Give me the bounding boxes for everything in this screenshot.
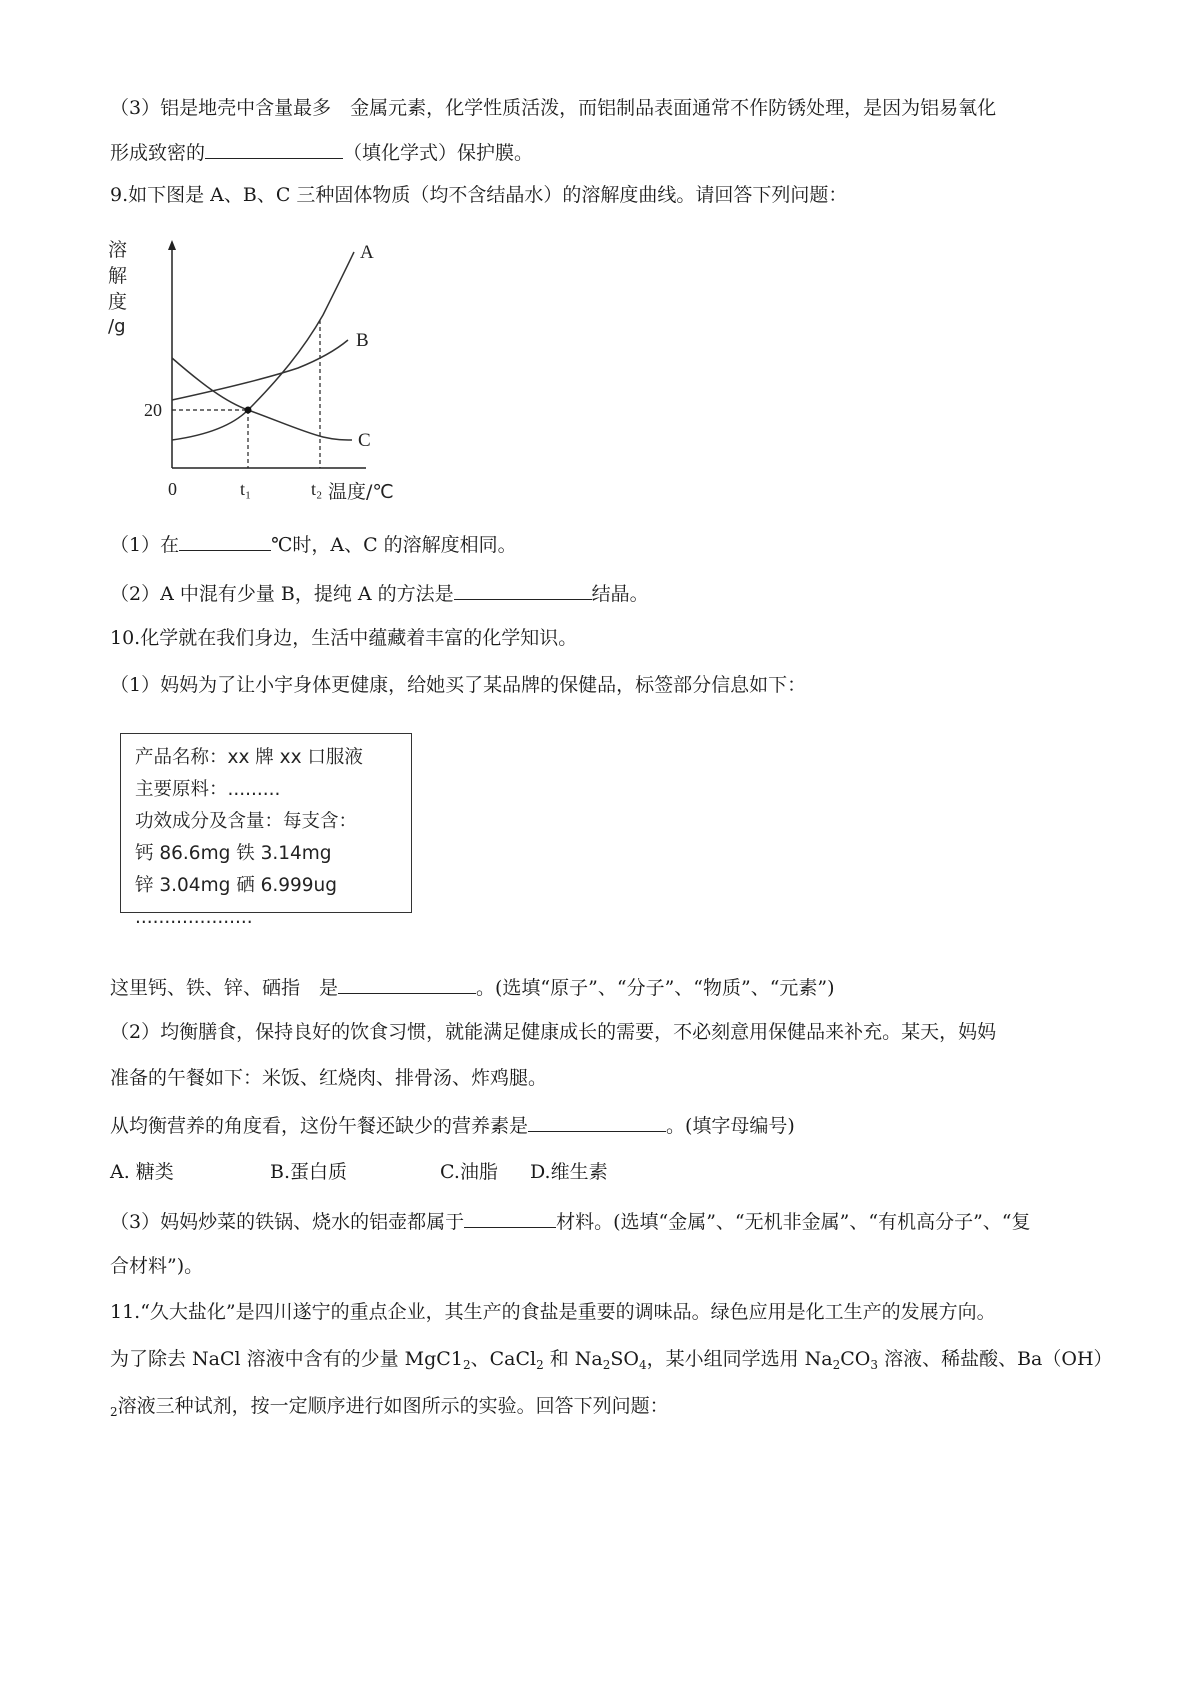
intersection-point — [245, 407, 252, 414]
q10-sub2-question — [110, 1112, 795, 1138]
q8-sub3-line2 — [110, 139, 533, 165]
solubility-svg — [108, 240, 428, 510]
q11-sub-4: 4 — [638, 1358, 647, 1372]
label-row-ingredients: 主要原料：......... — [135, 779, 281, 800]
q11-line3 — [110, 1394, 669, 1418]
q10-sub1-question — [110, 974, 835, 1000]
q11-sub-2a: 2 — [462, 1358, 471, 1372]
q10-stem: 10.化学就在我们身边，生活中蕴藏着丰富的化学知识。 — [110, 627, 578, 649]
option-c[interactable]: C.油脂 — [440, 1161, 498, 1183]
q11-line2 — [110, 1347, 1113, 1371]
q11-text-a: 为了除去 NaCl 溶液中含有的少量 MgC1 — [110, 1348, 463, 1370]
option-a[interactable]: A. 糖类 — [110, 1161, 174, 1183]
q8-answer-blank[interactable] — [205, 139, 343, 159]
q10-sub2-pre: 从均衡营养的角度看，这份午餐还缺少的营养素是 — [110, 1115, 529, 1137]
q9-stem: 9.如下图是 A、B、C 三种固体物质（均不含结晶水）的溶解度曲线。请回答下列问题： — [110, 184, 848, 206]
q11-sub-3: 3 — [870, 1358, 879, 1372]
q10-sub3-post: 材料。(选填“金属”、“无机非金属”、“有机高分子”、“复 — [556, 1211, 1031, 1233]
q10-sub1-post: 。(选填“原子”、“分子”、“物质”、“元素”) — [476, 977, 835, 999]
q9-sub2-post: 结晶。 — [591, 583, 649, 605]
curve-label-c: C — [358, 430, 371, 451]
q11-sub-line3: 2 — [110, 1405, 118, 1419]
ylabel-char-1: 溶 — [108, 239, 128, 261]
q10-sub3-line1 — [110, 1208, 1031, 1234]
q10-sub2-line1: （2）均衡膳食，保持良好的饮食习惯，就能满足健康成长的需要，不必刻意用保健品来补充。某天，妈妈 — [110, 1021, 997, 1043]
y-axis-arrow — [168, 240, 176, 250]
q10-sub1-blank[interactable] — [338, 974, 476, 994]
q11-line1: 11.“久大盐化”是四川遂宁的重点企业，其生产的食盐是重要的调味品。绿色应用是化工生产的发展方向。 — [110, 1301, 996, 1323]
q9-sub1-blank[interactable] — [179, 531, 271, 551]
supplement-label-box — [120, 733, 412, 928]
curve-a — [172, 252, 354, 440]
q11-text-g: 溶液、稀盐酸、Ba（OH） — [878, 1348, 1113, 1370]
option-d[interactable]: D.维生素 — [530, 1161, 608, 1183]
x-axis-label: 温度/℃ — [328, 481, 394, 503]
q10-sub2-post: 。(填字母编号) — [666, 1115, 795, 1137]
q8-text-pre: 形成致密的 — [110, 142, 206, 164]
tick-20: 20 — [144, 400, 162, 420]
q10-sub2-blank[interactable] — [528, 1112, 666, 1132]
q9-sub2-blank[interactable] — [454, 580, 592, 600]
option-b[interactable]: B.蛋白质 — [270, 1161, 348, 1183]
q9-sub1-post: ℃时，A、C 的溶解度相同。 — [271, 534, 517, 556]
q10-sub1-pre: 这里钙、铁、锌、硒指 是 — [110, 977, 339, 999]
curve-c — [172, 358, 352, 440]
q8-sub3-line1: （3）铝是地壳中含量最多 金属元素，化学性质活泼，而铝制品表面通常不作防锈处理，是因为铝易氧化 — [110, 97, 997, 119]
q11-sub-2b: 2 — [536, 1358, 544, 1372]
q11-text-b: 、CaCl — [470, 1348, 537, 1370]
q10-sub3-line2: 合材料”)。 — [110, 1255, 204, 1277]
label-row-ca-fe: 钙 86.6mg 铁 3.14mg — [135, 843, 332, 864]
q11-text-d: SO — [610, 1348, 639, 1370]
ylabel-char-4: /g — [108, 316, 126, 337]
q10-sub3-pre: （3）妈妈炒菜的铁锅、烧水的铝壶都属于 — [110, 1211, 465, 1233]
q10-sub3-blank[interactable] — [464, 1208, 556, 1228]
tick-t2: t₂ — [311, 479, 323, 499]
ylabel-char-3: 度 — [108, 291, 128, 313]
ylabel-char-2: 解 — [108, 265, 128, 287]
q11-text-f: CO — [840, 1348, 871, 1370]
q10-sub1: （1）妈妈为了让小宇身体更健康，给她买了某品牌的保健品，标签部分信息如下： — [110, 674, 807, 696]
curve-label-b: B — [356, 330, 369, 351]
q11-sub-2c: 2 — [602, 1358, 611, 1372]
q11-text-e: ，某小组同学选用 Na — [646, 1348, 833, 1370]
q10-sub2-line2: 准备的午餐如下：米饭、红烧肉、排骨汤、炸鸡腿。 — [110, 1067, 548, 1089]
q9-sub1-pre: （1）在 — [110, 534, 180, 556]
q9-sub2 — [110, 580, 649, 606]
label-row-zn-se: 锌 3.04mg 硒 6.999ug — [135, 875, 338, 896]
q11-text-c: 和 Na — [543, 1348, 603, 1370]
curve-label-a: A — [360, 242, 374, 263]
q10-options — [110, 1160, 608, 1184]
label-row-content: 功效成分及含量：每支含： — [135, 811, 358, 832]
curve-b — [172, 340, 348, 400]
solubility-curve-graph — [108, 240, 428, 510]
tick-0: 0 — [168, 479, 177, 499]
label-row-name: 产品名称：xx 牌 xx 口服液 — [135, 747, 363, 768]
tick-t1: t₁ — [240, 479, 252, 499]
q11-sub-2d: 2 — [832, 1358, 841, 1372]
q9-sub1 — [110, 531, 517, 557]
q8-text-post: （填化学式）保护膜。 — [343, 142, 534, 164]
q9-sub2-pre: （2）A 中混有少量 B，提纯 A 的方法是 — [110, 583, 454, 605]
label-row-dots: .................... — [135, 907, 253, 928]
q11-line3-text: 溶液三种试剂，按一定顺序进行如图所示的实验。回答下列问题： — [117, 1395, 669, 1417]
